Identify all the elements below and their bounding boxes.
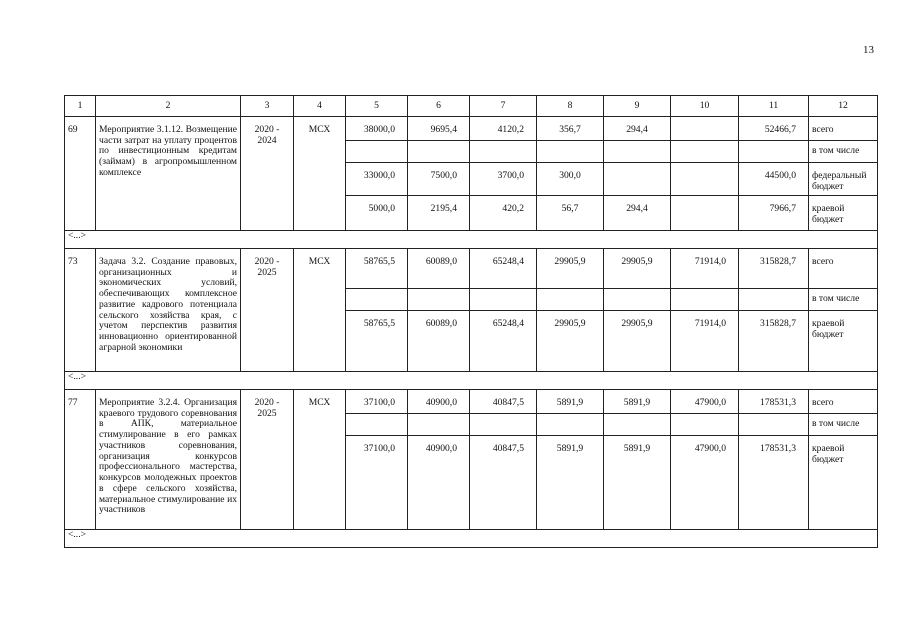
value-cell: 40847,5 xyxy=(470,436,537,530)
value-cell: 29905,9 xyxy=(604,249,671,289)
ellipsis-row xyxy=(65,530,878,548)
value-cell: 47900,0 xyxy=(671,390,739,414)
source-cell: всего xyxy=(809,249,878,289)
value-cell: 7966,7 xyxy=(739,196,809,231)
value-cell xyxy=(604,141,671,163)
value-cell xyxy=(671,289,739,311)
table-row xyxy=(65,117,878,141)
header-cell: 4 xyxy=(294,96,346,117)
value-cell xyxy=(739,289,809,311)
value-cell: 71914,0 xyxy=(671,311,739,372)
budget-table xyxy=(64,95,878,548)
ellipsis-cell: <...> xyxy=(65,530,878,548)
value-cell: 7500,0 xyxy=(408,163,470,196)
value-cell: 2195,4 xyxy=(408,196,470,231)
row-executor: МСХ xyxy=(294,390,346,530)
value-cell xyxy=(604,289,671,311)
source-cell: всего xyxy=(809,390,878,414)
value-cell: 52466,7 xyxy=(739,117,809,141)
ellipsis-row xyxy=(65,231,878,249)
row-name: Задача 3.2. Создание правовых, организационных и экономических условий, обеспечивающих комплексное развитие кадрового потенциала сельского хозяйства края, с учетом перспектив развития инновационно ориентированной аграрной экономики xyxy=(96,249,241,372)
value-cell: 65248,4 xyxy=(470,249,537,289)
value-cell xyxy=(470,414,537,436)
value-cell xyxy=(408,141,470,163)
row-index: 77 xyxy=(65,390,96,530)
header-cell: 10 xyxy=(671,96,739,117)
value-cell: 5891,9 xyxy=(537,390,604,414)
header-cell: 2 xyxy=(96,96,241,117)
value-cell: 47900,0 xyxy=(671,436,739,530)
value-cell: 65248,4 xyxy=(470,311,537,372)
row-name: Мероприятие 3.1.12. Возмещение части затрат на уплату процентов по инвестиционным кредитам (займам) в агропромышленном комплексе xyxy=(96,117,241,231)
value-cell: 5891,9 xyxy=(604,436,671,530)
row-executor: МСХ xyxy=(294,249,346,372)
value-cell: 56,7 xyxy=(537,196,604,231)
value-cell: 40900,0 xyxy=(408,390,470,414)
value-cell xyxy=(537,414,604,436)
row-period: 2020 - 2025 xyxy=(241,249,294,372)
page-number: 13 xyxy=(863,44,874,56)
value-cell xyxy=(346,141,408,163)
ellipsis-cell: <...> xyxy=(65,372,878,390)
value-cell xyxy=(604,414,671,436)
header-cell: 1 xyxy=(65,96,96,117)
value-cell: 40900,0 xyxy=(408,436,470,530)
value-cell xyxy=(671,141,739,163)
source-cell: федеральный бюджет xyxy=(809,163,878,196)
header-cell: 7 xyxy=(470,96,537,117)
table-row xyxy=(65,249,878,289)
value-cell: 5891,9 xyxy=(537,436,604,530)
value-cell xyxy=(739,414,809,436)
header-cell: 3 xyxy=(241,96,294,117)
value-cell xyxy=(537,141,604,163)
value-cell: 33000,0 xyxy=(346,163,408,196)
value-cell: 356,7 xyxy=(537,117,604,141)
row-period: 2020 - 2024 xyxy=(241,117,294,231)
row-index: 69 xyxy=(65,117,96,231)
source-cell: краевой бюджет xyxy=(809,436,878,530)
value-cell xyxy=(671,163,739,196)
value-cell xyxy=(470,289,537,311)
source-cell: краевой бюджет xyxy=(809,311,878,372)
header-cell: 12 xyxy=(809,96,878,117)
value-cell: 5891,9 xyxy=(604,390,671,414)
header-cell: 9 xyxy=(604,96,671,117)
value-cell: 29905,9 xyxy=(537,249,604,289)
value-cell: 71914,0 xyxy=(671,249,739,289)
value-cell: 315828,7 xyxy=(739,311,809,372)
value-cell: 4120,2 xyxy=(470,117,537,141)
value-cell: 178531,3 xyxy=(739,436,809,530)
value-cell xyxy=(739,141,809,163)
value-cell: 300,0 xyxy=(537,163,604,196)
value-cell: 9695,4 xyxy=(408,117,470,141)
value-cell: 37100,0 xyxy=(346,390,408,414)
value-cell xyxy=(470,141,537,163)
value-cell xyxy=(671,414,739,436)
header-cell: 8 xyxy=(537,96,604,117)
value-cell: 5000,0 xyxy=(346,196,408,231)
source-cell: в том числе xyxy=(809,141,878,163)
value-cell: 29905,9 xyxy=(604,311,671,372)
value-cell: 58765,5 xyxy=(346,249,408,289)
row-index: 73 xyxy=(65,249,96,372)
value-cell: 29905,9 xyxy=(537,311,604,372)
ellipsis-row xyxy=(65,372,878,390)
ellipsis-cell: <...> xyxy=(65,231,878,249)
value-cell xyxy=(537,289,604,311)
value-cell xyxy=(346,414,408,436)
source-cell: в том числе xyxy=(809,289,878,311)
value-cell: 294,4 xyxy=(604,117,671,141)
source-cell: краевой бюджет xyxy=(809,196,878,231)
value-cell: 178531,3 xyxy=(739,390,809,414)
value-cell: 60089,0 xyxy=(408,311,470,372)
value-cell: 420,2 xyxy=(470,196,537,231)
value-cell xyxy=(671,196,739,231)
value-cell: 44500,0 xyxy=(739,163,809,196)
row-name: Мероприятие 3.2.4. Организация краевого трудового соревнования в АПК, материальное стимулирование в его рамках участников соревнования, организация конкурсов профессионального мастерства, конкурсов молодежных проектов в сфере сельского хозяйства, материальное стимулирование их участников xyxy=(96,390,241,530)
value-cell xyxy=(346,289,408,311)
value-cell xyxy=(671,117,739,141)
value-cell xyxy=(604,163,671,196)
value-cell: 58765,5 xyxy=(346,311,408,372)
value-cell: 60089,0 xyxy=(408,249,470,289)
value-cell: 315828,7 xyxy=(739,249,809,289)
header-cell: 11 xyxy=(739,96,809,117)
value-cell: 294,4 xyxy=(604,196,671,231)
value-cell: 3700,0 xyxy=(470,163,537,196)
value-cell: 38000,0 xyxy=(346,117,408,141)
source-cell: всего xyxy=(809,117,878,141)
row-period: 2020 - 2025 xyxy=(241,390,294,530)
value-cell xyxy=(408,289,470,311)
value-cell xyxy=(408,414,470,436)
header-row xyxy=(65,96,878,117)
value-cell: 40847,5 xyxy=(470,390,537,414)
header-cell: 5 xyxy=(346,96,408,117)
header-cell: 6 xyxy=(408,96,470,117)
value-cell: 37100,0 xyxy=(346,436,408,530)
table-row xyxy=(65,390,878,414)
source-cell: в том числе xyxy=(809,414,878,436)
row-executor: МСХ xyxy=(294,117,346,231)
